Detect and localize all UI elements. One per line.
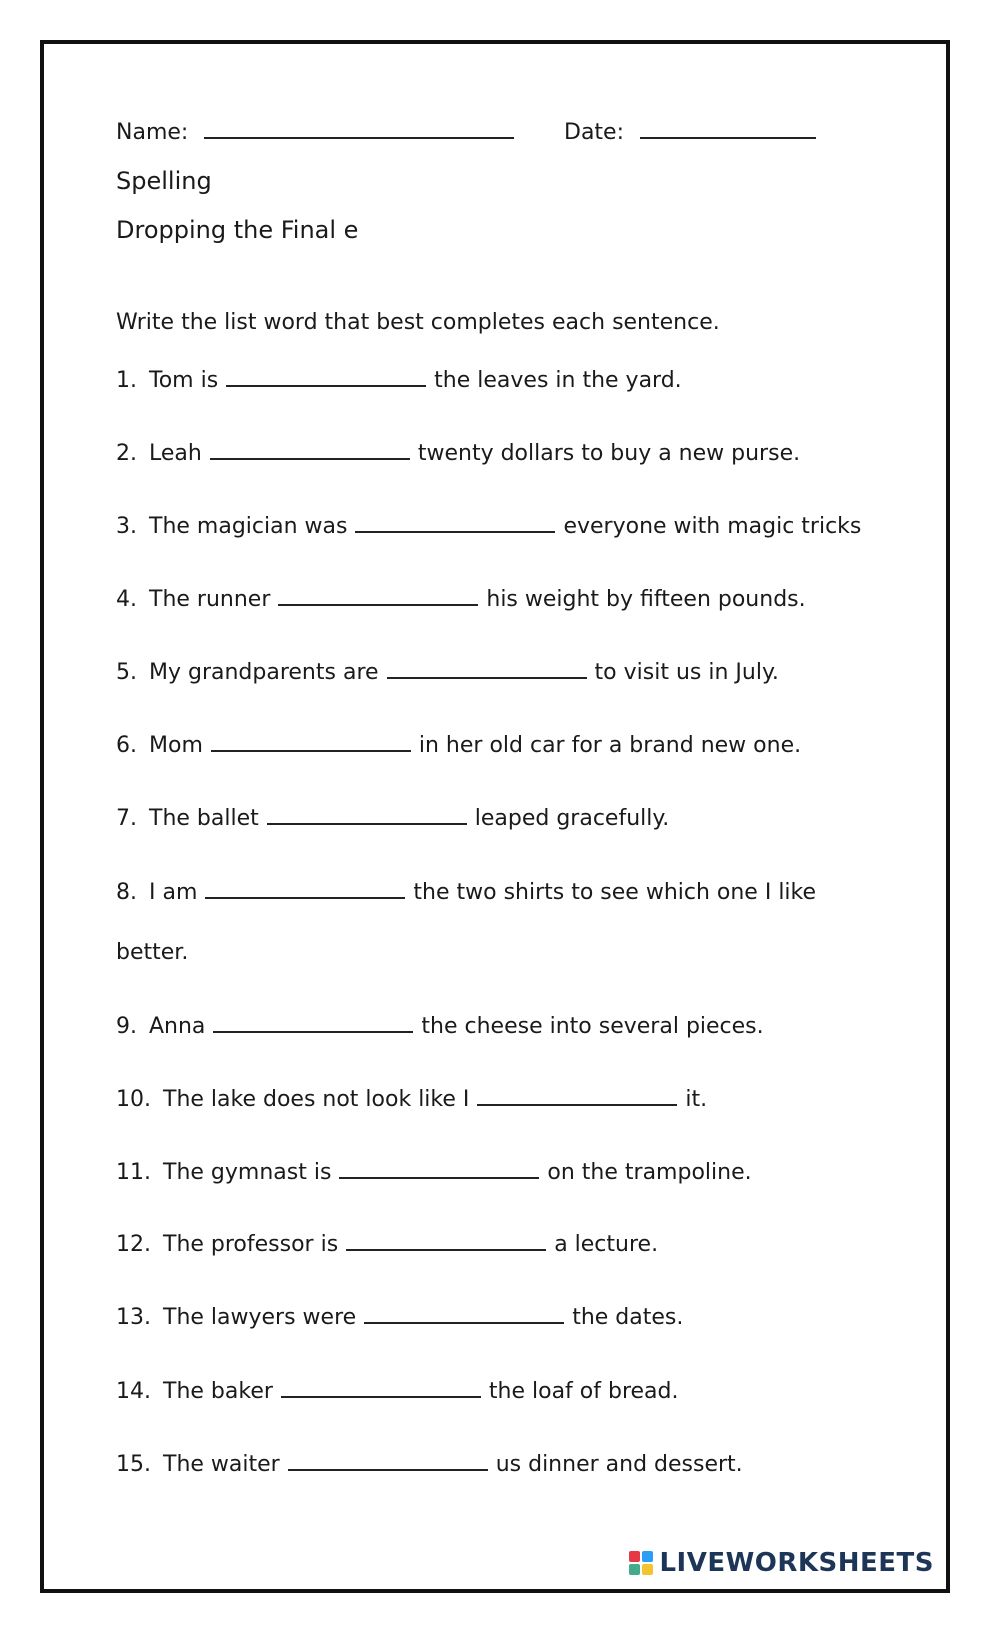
question-number: 11.: [116, 1160, 151, 1185]
question-text-before: The lawyers were: [163, 1305, 357, 1330]
answer-blank[interactable]: [288, 1467, 488, 1471]
question-text-after: his weight by fifteen pounds.: [486, 587, 806, 612]
question-text-after: twenty dollars to buy a new purse.: [417, 441, 801, 466]
question-row: [116, 662, 779, 684]
question-text-before: Mom: [149, 733, 203, 758]
answer-blank[interactable]: [364, 1320, 564, 1324]
worksheet-page: [40, 40, 950, 1593]
question-number: 13.: [116, 1305, 151, 1330]
question-row: [116, 370, 682, 392]
brand-text: LIVEWORKSHEETS: [659, 1548, 934, 1578]
answer-blank[interactable]: [267, 821, 467, 825]
question-text-after: the cheese into several pieces.: [421, 1014, 764, 1039]
question-row: [116, 882, 816, 904]
question-number: 4.: [116, 587, 137, 612]
question-text-before: The baker: [163, 1379, 273, 1404]
answer-blank[interactable]: [387, 675, 587, 679]
answer-blank[interactable]: [205, 895, 405, 899]
question-text-before: The runner: [149, 587, 271, 612]
answer-blank[interactable]: [226, 383, 426, 387]
question-text-before: The lake does not look like I: [163, 1087, 470, 1112]
question-row: [116, 735, 801, 757]
question-text-after: the two shirts to see which one I like: [413, 880, 817, 905]
question-row: [116, 1454, 743, 1476]
answer-blank[interactable]: [339, 1175, 539, 1179]
answer-blank[interactable]: [346, 1247, 546, 1251]
question-row: [116, 516, 861, 538]
question-row: [116, 1089, 707, 1111]
question-row: [116, 1162, 752, 1184]
answer-blank[interactable]: [211, 748, 411, 752]
question-text-after: us dinner and dessert.: [495, 1452, 743, 1477]
question-row: [116, 1307, 683, 1329]
answer-blank[interactable]: [281, 1394, 481, 1398]
liveworksheets-logo-icon: [627, 1549, 655, 1577]
answer-blank[interactable]: [213, 1029, 413, 1033]
question-text-before: The magician was: [149, 514, 348, 539]
question-text-after: the loaf of bread.: [488, 1379, 679, 1404]
question-row: [116, 589, 806, 611]
question-text-after: leaped gracefully.: [474, 806, 670, 831]
date-line: [564, 122, 816, 144]
question-text-after: to visit us in July.: [594, 660, 779, 685]
question-number: 9.: [116, 1014, 137, 1039]
question-text-before: Tom is: [149, 368, 219, 393]
topic-title: Dropping the Final e: [116, 216, 359, 244]
answer-blank[interactable]: [477, 1102, 677, 1106]
question-number: 3.: [116, 514, 137, 539]
question-row: [116, 808, 669, 830]
answer-blank[interactable]: [210, 456, 410, 460]
question-text-after: a lecture.: [554, 1232, 659, 1257]
question-text-after: the dates.: [572, 1305, 684, 1330]
instructions: Write the list word that best completes each sentence.: [116, 310, 720, 335]
question-row: [116, 443, 800, 465]
question-text-before: My grandparents are: [149, 660, 379, 685]
question-text-after: everyone with magic tricks: [563, 514, 862, 539]
question-number: 8.: [116, 880, 137, 905]
answer-blank[interactable]: [278, 602, 478, 606]
question-number: 1.: [116, 368, 137, 393]
question-row: [116, 1016, 764, 1038]
question-number: 14.: [116, 1379, 151, 1404]
name-line: [116, 122, 514, 144]
question-number: 10.: [116, 1087, 151, 1112]
question-text-after: it.: [685, 1087, 708, 1112]
question-text-after: in her old car for a brand new one.: [418, 733, 802, 758]
question-number: 5.: [116, 660, 137, 685]
date-field[interactable]: [640, 135, 816, 139]
name-label: Name:: [116, 120, 189, 145]
question-continuation: better.: [116, 940, 189, 965]
question-text-before: The gymnast is: [163, 1160, 332, 1185]
subject-title: Spelling: [116, 167, 212, 195]
branding: [627, 1545, 934, 1581]
date-label: Date:: [564, 120, 624, 145]
answer-blank[interactable]: [355, 529, 555, 533]
question-number: 2.: [116, 441, 137, 466]
question-text-before: I am: [149, 880, 198, 905]
question-text-before: The ballet: [149, 806, 259, 831]
question-text-after: on the trampoline.: [547, 1160, 752, 1185]
question-row: [116, 1381, 679, 1403]
name-field[interactable]: [204, 135, 514, 139]
question-text-before: Leah: [149, 441, 202, 466]
question-number: 6.: [116, 733, 137, 758]
question-text-after: the leaves in the yard.: [434, 368, 682, 393]
question-row: [116, 1234, 658, 1256]
question-text-before: The waiter: [163, 1452, 280, 1477]
question-number: 15.: [116, 1452, 151, 1477]
question-text-before: Anna: [149, 1014, 206, 1039]
question-number: 7.: [116, 806, 137, 831]
question-text-before: The professor is: [163, 1232, 339, 1257]
question-number: 12.: [116, 1232, 151, 1257]
